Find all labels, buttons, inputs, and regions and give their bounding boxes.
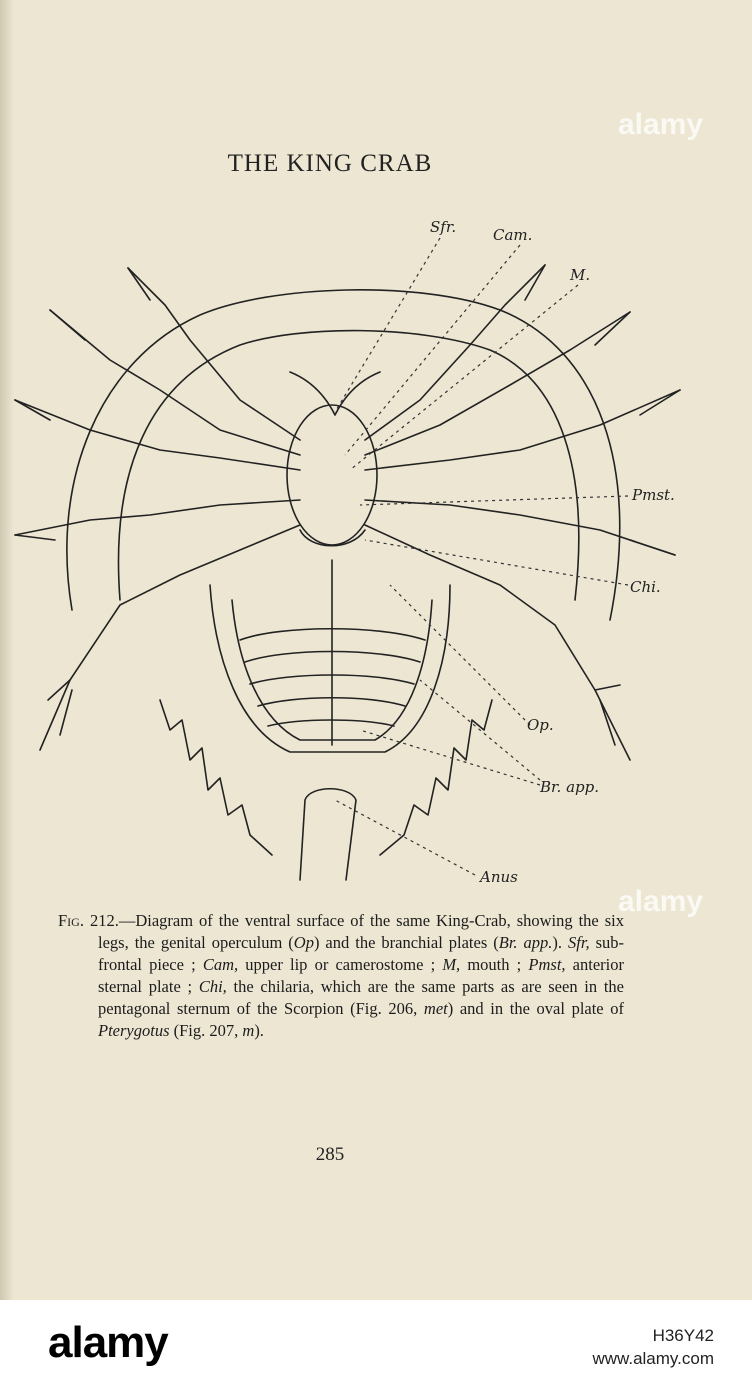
serrated-right-edge bbox=[380, 700, 492, 855]
branchial-plate-5 bbox=[268, 720, 394, 726]
caption-term-met: met bbox=[423, 999, 448, 1018]
leader-chi bbox=[365, 540, 628, 585]
caption-term-m: M, bbox=[442, 955, 461, 974]
image-id: H36Y42 bbox=[652, 1326, 714, 1345]
mouth-area bbox=[287, 405, 377, 545]
caption-term-pmst: Pmst, bbox=[528, 955, 566, 974]
leader-pmst bbox=[360, 496, 628, 505]
right-leg-3 bbox=[365, 390, 680, 470]
telson-base bbox=[300, 789, 356, 880]
caption-text: ). bbox=[254, 1021, 264, 1040]
serrated-left-edge bbox=[160, 700, 272, 855]
caption-text: (Fig. 207, bbox=[169, 1021, 243, 1040]
fig-prefix: Fig. bbox=[58, 911, 84, 930]
left-leg-2 bbox=[50, 310, 300, 455]
leader-cam bbox=[345, 245, 520, 455]
caption-term-brapp: Br. app. bbox=[498, 933, 553, 952]
label-chi: Chi. bbox=[630, 578, 661, 596]
label-sfr: Sfr. bbox=[430, 218, 457, 236]
caption-term-cam: Cam, bbox=[202, 955, 239, 974]
caption-term-pterygotus: Pterygotus bbox=[98, 1021, 170, 1040]
footer-bar bbox=[0, 1300, 752, 1390]
footer-image-info bbox=[592, 1324, 714, 1370]
left-leg-5 bbox=[40, 525, 300, 750]
caption-text: sub-frontal piece ; bbox=[98, 933, 624, 974]
leader-brapp-1 bbox=[420, 680, 540, 780]
caption-text: ). bbox=[552, 933, 569, 952]
caption-text: anterior sternal plate ; bbox=[98, 955, 624, 996]
chilaria bbox=[300, 530, 365, 546]
caption-text: mouth ; bbox=[460, 955, 529, 974]
frontal-notch bbox=[290, 372, 380, 415]
label-pmst: Pmst. bbox=[632, 486, 675, 504]
left-leg-1 bbox=[128, 268, 300, 440]
carapace-outline bbox=[67, 290, 620, 620]
caption-term-sfr: Sfr, bbox=[568, 933, 590, 952]
caption-text: 212.—Diagram of the ventral surface of the same King-Crab, showing the six legs, the genital operculum ( bbox=[83, 911, 624, 952]
caption-text: upper lip or camerostome ; bbox=[238, 955, 443, 974]
caption-term-m-ref: m bbox=[242, 1021, 255, 1040]
caption-text: ) and in the oval plate of bbox=[447, 999, 624, 1018]
label-anus: Anus bbox=[480, 868, 518, 886]
figure-caption bbox=[58, 910, 624, 1042]
page-number: 285 bbox=[315, 1144, 345, 1165]
running-head: THE KING CRAB bbox=[227, 150, 433, 177]
watermark: alamy bbox=[618, 108, 704, 141]
leader-sfr bbox=[335, 238, 440, 412]
right-leg-5 bbox=[365, 525, 630, 760]
leader-anus bbox=[335, 800, 475, 875]
caption-text: the chilaria, which are the same parts as are seen in the pentagonal sternum of the Scorpion (Fig. 206, bbox=[98, 977, 625, 1018]
label-m: M. bbox=[570, 266, 591, 284]
site-url: www.alamy.com bbox=[592, 1349, 714, 1368]
caption-term-chi: Chi, bbox=[198, 977, 227, 996]
label-op: Op. bbox=[527, 716, 554, 734]
leader-op bbox=[390, 585, 530, 725]
caption-text: ) and the branchial plates ( bbox=[313, 933, 499, 952]
watermark: alamy bbox=[618, 885, 704, 918]
label-cam: Cam. bbox=[493, 226, 533, 244]
left-leg-4 bbox=[15, 500, 300, 535]
carapace-inner-rim bbox=[119, 331, 579, 600]
caption-term-op: Op bbox=[293, 933, 314, 952]
label-brapp: Br. app. bbox=[540, 778, 599, 796]
footer-logo: alamy bbox=[48, 1318, 168, 1367]
